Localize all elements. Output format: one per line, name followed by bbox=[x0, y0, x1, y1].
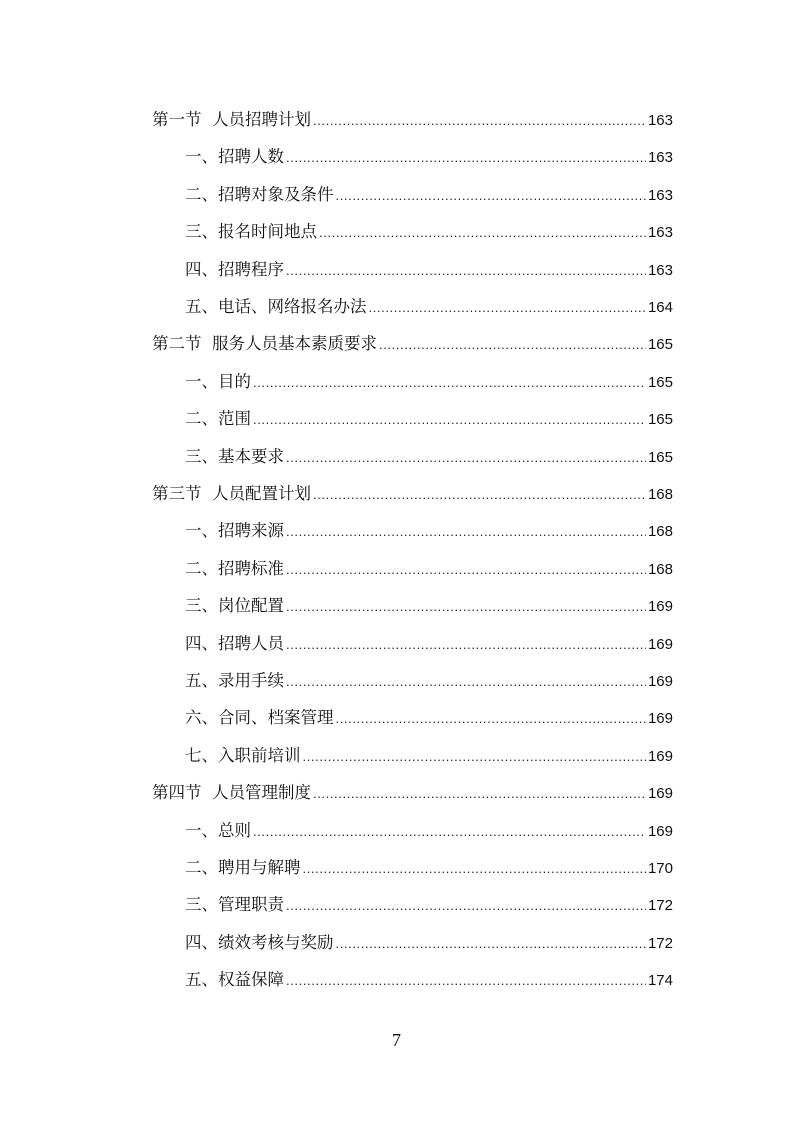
toc-entry-label: 一、招聘人数 bbox=[185, 147, 284, 167]
toc-entry[interactable] bbox=[185, 699, 673, 736]
toc-entry-page: 163 bbox=[647, 261, 673, 279]
dot-leader bbox=[313, 102, 646, 139]
toc-entry-label: 一、招聘来源 bbox=[185, 521, 284, 541]
dot-leader bbox=[369, 289, 646, 326]
toc-entry-page: 168 bbox=[647, 560, 673, 578]
toc-entry-page: 174 bbox=[647, 972, 673, 990]
toc-entry[interactable] bbox=[185, 849, 673, 886]
dot-leader bbox=[286, 252, 646, 289]
dot-leader bbox=[286, 439, 646, 476]
dot-leader bbox=[286, 588, 646, 625]
toc-entry[interactable] bbox=[185, 587, 673, 624]
toc-entry-page: 163 bbox=[647, 149, 673, 167]
toc-entry[interactable] bbox=[185, 288, 673, 325]
toc-entry-page: 169 bbox=[647, 822, 673, 840]
toc-entry-label: 四、招聘人员 bbox=[185, 633, 284, 653]
dot-leader bbox=[253, 813, 646, 850]
toc-entry-page: 164 bbox=[647, 299, 673, 316]
toc-entry-label: 五、电话、网络报名办法 bbox=[185, 297, 367, 316]
dot-leader bbox=[286, 887, 646, 924]
toc-entry[interactable] bbox=[185, 662, 673, 699]
toc-entry[interactable] bbox=[185, 176, 673, 213]
toc-entry-page: 169 bbox=[647, 785, 673, 803]
toc-entry[interactable] bbox=[152, 774, 673, 811]
toc-entry[interactable] bbox=[185, 550, 673, 587]
toc-entry-page: 163 bbox=[647, 224, 673, 242]
toc-entry-label: 四、招聘程序 bbox=[185, 259, 284, 279]
toc-entry-label: 二、招聘对象及条件 bbox=[185, 184, 334, 204]
toc-entry-label: 三、报名时间地点 bbox=[185, 222, 317, 242]
toc-entry[interactable] bbox=[152, 475, 673, 512]
dot-leader bbox=[379, 326, 646, 363]
toc-entry-page: 163 bbox=[647, 112, 673, 129]
toc-entry-label: 二、聘用与解聘 bbox=[185, 858, 301, 877]
toc-entry-page: 165 bbox=[647, 411, 673, 429]
page-number: 7 bbox=[392, 1030, 401, 1050]
toc-entry-label: 五、录用手续 bbox=[185, 671, 284, 690]
toc-entry-label: 第一节 人员招聘计划 bbox=[152, 110, 311, 129]
toc-entry[interactable] bbox=[185, 625, 673, 662]
toc-entry[interactable] bbox=[185, 213, 673, 250]
dot-leader bbox=[303, 850, 646, 887]
dot-leader bbox=[253, 364, 646, 401]
toc-entry-page: 172 bbox=[647, 897, 673, 915]
toc-entry-page: 169 bbox=[647, 710, 673, 728]
toc-entry-page: 165 bbox=[647, 336, 673, 354]
toc-entry[interactable] bbox=[185, 737, 673, 774]
dot-leader bbox=[286, 962, 646, 999]
toc-entry[interactable] bbox=[185, 138, 673, 175]
toc-entry-page: 172 bbox=[647, 934, 673, 952]
toc-entry-page: 169 bbox=[647, 673, 673, 690]
toc-entry-label: 六、合同、档案管理 bbox=[185, 708, 334, 728]
toc-entry-label: 三、基本要求 bbox=[185, 446, 284, 466]
dot-leader bbox=[303, 738, 646, 775]
toc-entry-label: 第二节 服务人员基本素质要求 bbox=[152, 334, 377, 354]
toc-entry-page: 169 bbox=[647, 598, 673, 616]
toc-entry-page: 165 bbox=[647, 448, 673, 466]
toc-entry-label: 五、权益保障 bbox=[185, 970, 284, 990]
dot-leader bbox=[253, 401, 646, 438]
toc-entry[interactable] bbox=[185, 438, 673, 475]
toc-entry-label: 七、入职前培训 bbox=[185, 745, 301, 765]
toc-entry[interactable] bbox=[185, 251, 673, 288]
toc-entry-page: 163 bbox=[647, 186, 673, 204]
toc-entry-page: 168 bbox=[647, 486, 673, 503]
dot-leader bbox=[286, 663, 646, 700]
toc-entry[interactable] bbox=[152, 325, 673, 362]
toc-entry[interactable] bbox=[185, 924, 673, 961]
toc-entry-page: 165 bbox=[647, 373, 673, 391]
toc-entry-page: 169 bbox=[647, 635, 673, 653]
toc-entry-label: 一、总则 bbox=[185, 820, 251, 840]
toc-entry[interactable] bbox=[185, 363, 673, 400]
dot-leader bbox=[286, 626, 646, 663]
dot-leader bbox=[313, 775, 646, 812]
toc-entry-page: 170 bbox=[647, 860, 673, 877]
toc-entry-label: 一、目的 bbox=[185, 371, 251, 391]
dot-leader bbox=[336, 700, 646, 737]
dot-leader bbox=[286, 139, 646, 176]
toc-entry-label: 四、绩效考核与奖励 bbox=[185, 932, 334, 952]
toc-entry[interactable] bbox=[152, 101, 673, 138]
toc-entry-page: 168 bbox=[647, 523, 673, 541]
toc-entry[interactable] bbox=[185, 812, 673, 849]
toc-entry-page: 169 bbox=[647, 747, 673, 765]
dot-leader bbox=[313, 476, 646, 513]
toc-entry-label: 第三节 人员配置计划 bbox=[152, 484, 311, 503]
toc-entry[interactable] bbox=[185, 400, 673, 437]
dot-leader bbox=[336, 177, 646, 214]
toc-entry-label: 第四节 人员管理制度 bbox=[152, 783, 311, 803]
dot-leader bbox=[336, 925, 646, 962]
toc-entry-label: 三、管理职责 bbox=[185, 895, 284, 915]
dot-leader bbox=[319, 214, 646, 251]
dot-leader bbox=[286, 551, 646, 588]
toc-entry[interactable] bbox=[185, 512, 673, 549]
toc-entry[interactable] bbox=[185, 886, 673, 923]
toc-entry-label: 二、招聘标准 bbox=[185, 558, 284, 578]
toc-entry-label: 二、范围 bbox=[185, 409, 251, 429]
toc-entry-label: 三、岗位配置 bbox=[185, 596, 284, 616]
toc-entry[interactable] bbox=[185, 961, 673, 998]
dot-leader bbox=[286, 513, 646, 550]
